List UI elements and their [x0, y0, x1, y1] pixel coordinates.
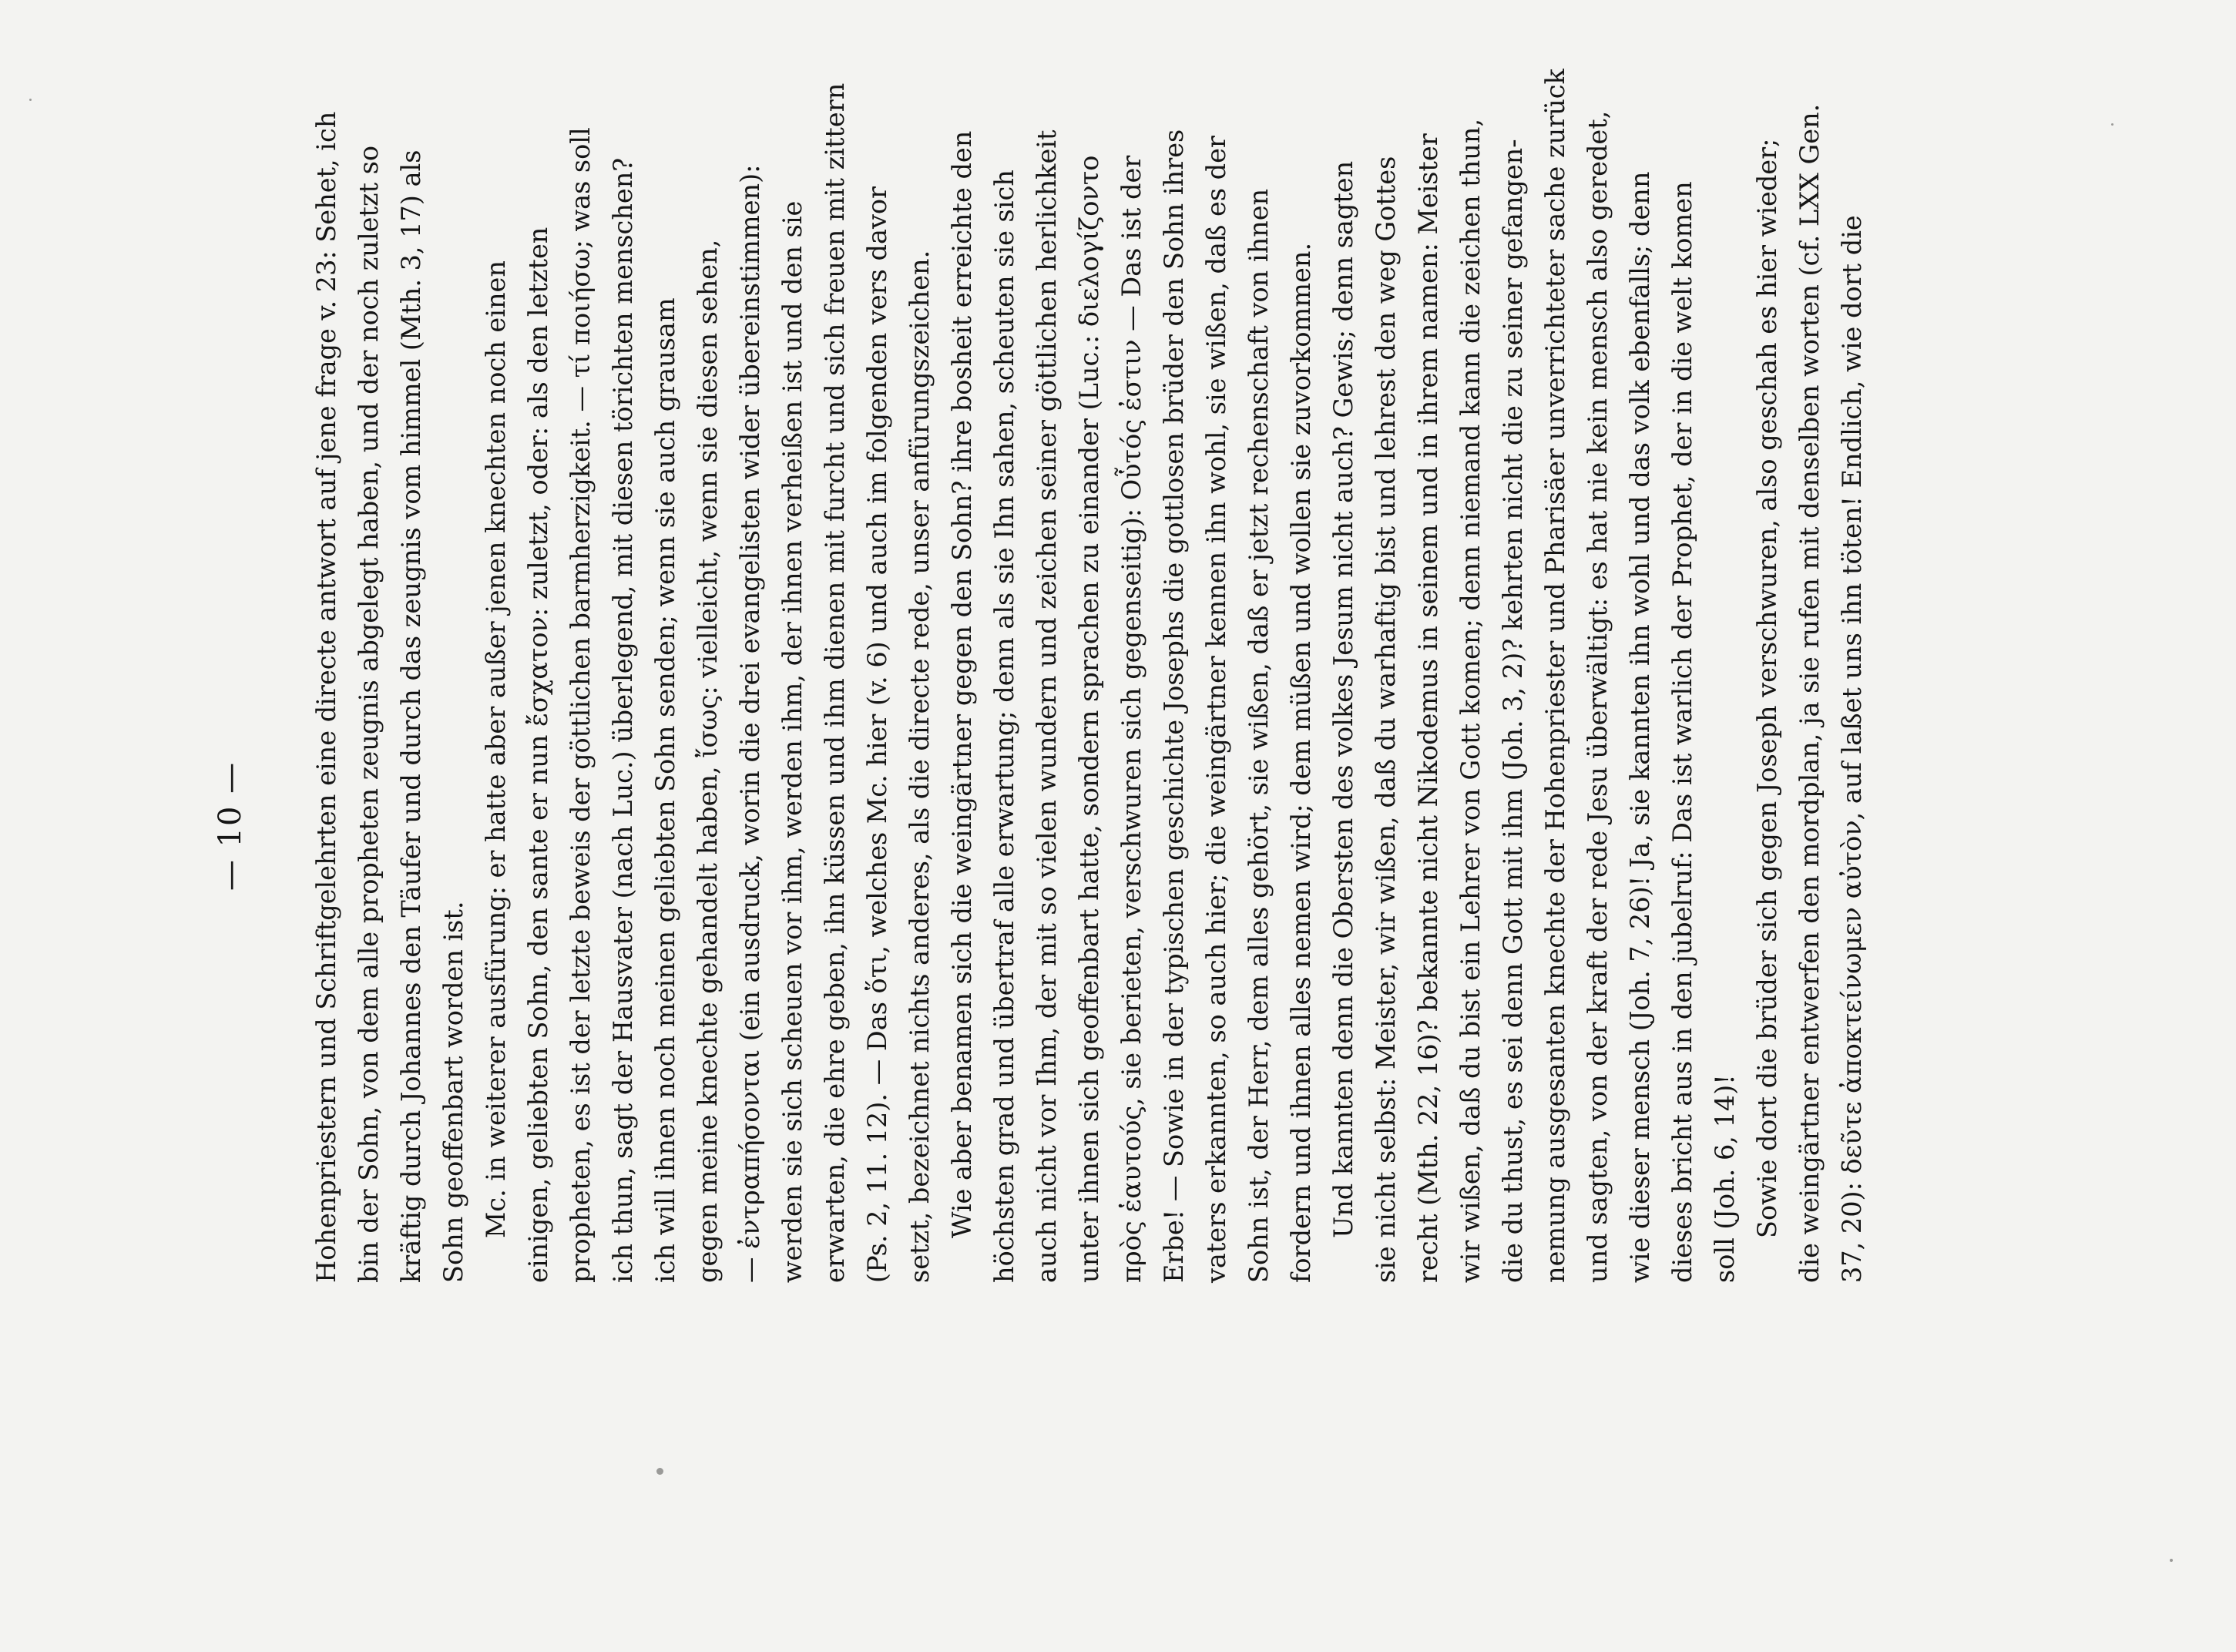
text-line: höchsten grad und übertraf alle erwartung; denn als sie Ihn sahen, scheuten sie sich: [989, 170, 1019, 1283]
dust-speck: [29, 99, 32, 101]
text-line: auch nicht vor Ihm, der mit so vielen wundern und zeichen seiner göttlichen herlichkeit: [1032, 129, 1062, 1283]
text-line: Sohn geoffenbart worden ist.: [438, 901, 468, 1283]
text-line: wir wißen, daß du bist ein Lehrer von Gott komen; denn niemand kann die zeichen thun,: [1455, 118, 1486, 1283]
text-line: soll (Joh. 6, 14)!: [1710, 1074, 1740, 1283]
text-line: 37, 20): δεῦτε ἀποκτείνωμεν αὐτὸν, auf laßet uns ihn töten! Endlich, wie dort die: [1837, 215, 1867, 1283]
dust-speck: [2111, 123, 2113, 126]
text-line: Mc. in weiterer ausfürung: er hatte aber außer jenen knechten noch einen: [481, 260, 511, 1238]
text-line: sie nicht selbst: Meister, wir wißen, daß du warhaftig bist und lehrest den weg Gottes: [1371, 156, 1401, 1283]
text-line: werden sie sich scheuen vor ihm, werden ihm, der ihnen verheißen ist und den sie: [777, 200, 807, 1283]
text-line: ich thun, sagt der Hausvater (nach Luc.) überlegend, mit diesen törichten menschen?: [608, 157, 638, 1283]
text-line: bin der Sohn, von dem alle propheten zeugnis abgelegt haben, und der noch zuletzt so: [354, 145, 384, 1283]
text-line: unter ihnen sich geoffenbart hatte, sondern sprachen zu einander (Luc.: διελογίζοντο: [1074, 155, 1104, 1283]
text-line: πρὸς ἑαυτούς, sie berieten, verschwuren sich gegenseitig): Οὗτός ἐστιν — Das ist der: [1116, 155, 1147, 1283]
text-line: propheten, es ist der letzte beweis der göttlichen barmherzigkeit. — τί ποιήσω; was soll: [566, 127, 596, 1283]
dust-speck: [2170, 1559, 2173, 1562]
text-line: gegen meine knechte gehandelt haben, ἴσως: vielleicht, wenn sie diesen sehen,: [693, 239, 723, 1283]
text-line: Wie aber benamen sich die weingärtner gegen den Sohn? ihre bosheit erreichte den: [947, 130, 977, 1238]
printed-page: [213, 69, 2023, 1473]
text-line: recht (Mth. 22, 16)? bekannte nicht Nikodemus in seinem und in ihrem namen: Meister: [1413, 133, 1443, 1283]
text-line: Und kannten denn die Obersten des volkes Jesum nicht auch? Gewis; denn sagten: [1328, 160, 1358, 1238]
text-line: die weingärtner entwerfen den mordplan, ja sie rufen mit denselben worten (cf. LXX Gen.: [1795, 103, 1825, 1283]
text-line: kräftig durch Johannes den Täufer und durch das zeugnis vom himmel (Mth. 3, 17) als: [396, 149, 426, 1283]
text-line: (Ps. 2, 11. 12). — Das ὅτι, welches Mc. hier (v. 6) und auch im folgenden vers davor: [862, 186, 892, 1283]
text-line: setzt, bezeichnet nichts anderes, als die directe rede, unser anfürungszeichen.: [905, 250, 935, 1283]
text-line: einigen, geliebten Sohn, den sante er nun ἔσχατον: zuletzt, oder: als den letzten: [523, 227, 553, 1283]
text-line: — ἐντραπήσονται (ein ausdruck, worin die drei evangelisten wider übereinstimmen):: [735, 164, 765, 1283]
text-line: ich will ihnen noch meinen geliebten Sohn senden; wenn sie auch grausam: [650, 297, 680, 1283]
text-line: dieses bricht aus in den jubelruf: Das ist warlich der Prophet, der in die welt komen: [1667, 181, 1697, 1283]
text-line: die du thust, es sei denn Gott mit ihm (Joh. 3, 2)? kehrten nicht die zu seiner gefangen-: [1498, 139, 1528, 1283]
text-line: nemung ausgesanten knechte der Hohenpriester und Pharisäer unverrichteter sache zurück: [1540, 69, 1570, 1283]
text-line: fordern und ihnen alles nemen wird; dem müßen und wollen sie zuvorkommen.: [1286, 242, 1316, 1283]
text-line: Erbe! — Sowie in der typischen geschichte Josephs die gottlosen brüder den Sohn ihres: [1159, 129, 1189, 1283]
text-line: wie dieser mensch (Joh. 7, 26)! Ja, sie kannten ihn wohl und das volk ebenfalls; denn: [1625, 171, 1655, 1283]
text-line: erwarten, die ehre geben, ihn küssen und ihm dienen mit furcht und sich freuen mit zittern: [820, 82, 850, 1283]
text-line: Sowie dort die brüder sich gegen Joseph verschwuren, also geschah es hier wieder;: [1752, 138, 1782, 1238]
body-text: [305, 69, 1873, 1283]
page-number: — 10 —: [213, 761, 248, 891]
text-line: und sagten, von der kraft der rede Jesu überwältigt: es hat nie kein mensch also geredet,: [1583, 110, 1613, 1283]
text-line: vaters erkannten, so auch hier; die weingärtner kennen ihn wohl, sie wißen, daß es der: [1201, 136, 1231, 1283]
text-line: Hohenpriestern und Schriftgelehrten eine directe antwort auf jene frage v. 23: Sehet, ich: [311, 111, 341, 1283]
text-line: Sohn ist, der Herr, dem alles gehört, sie wißen, daß er jetzt rechenschaft von ihnen: [1244, 188, 1274, 1283]
